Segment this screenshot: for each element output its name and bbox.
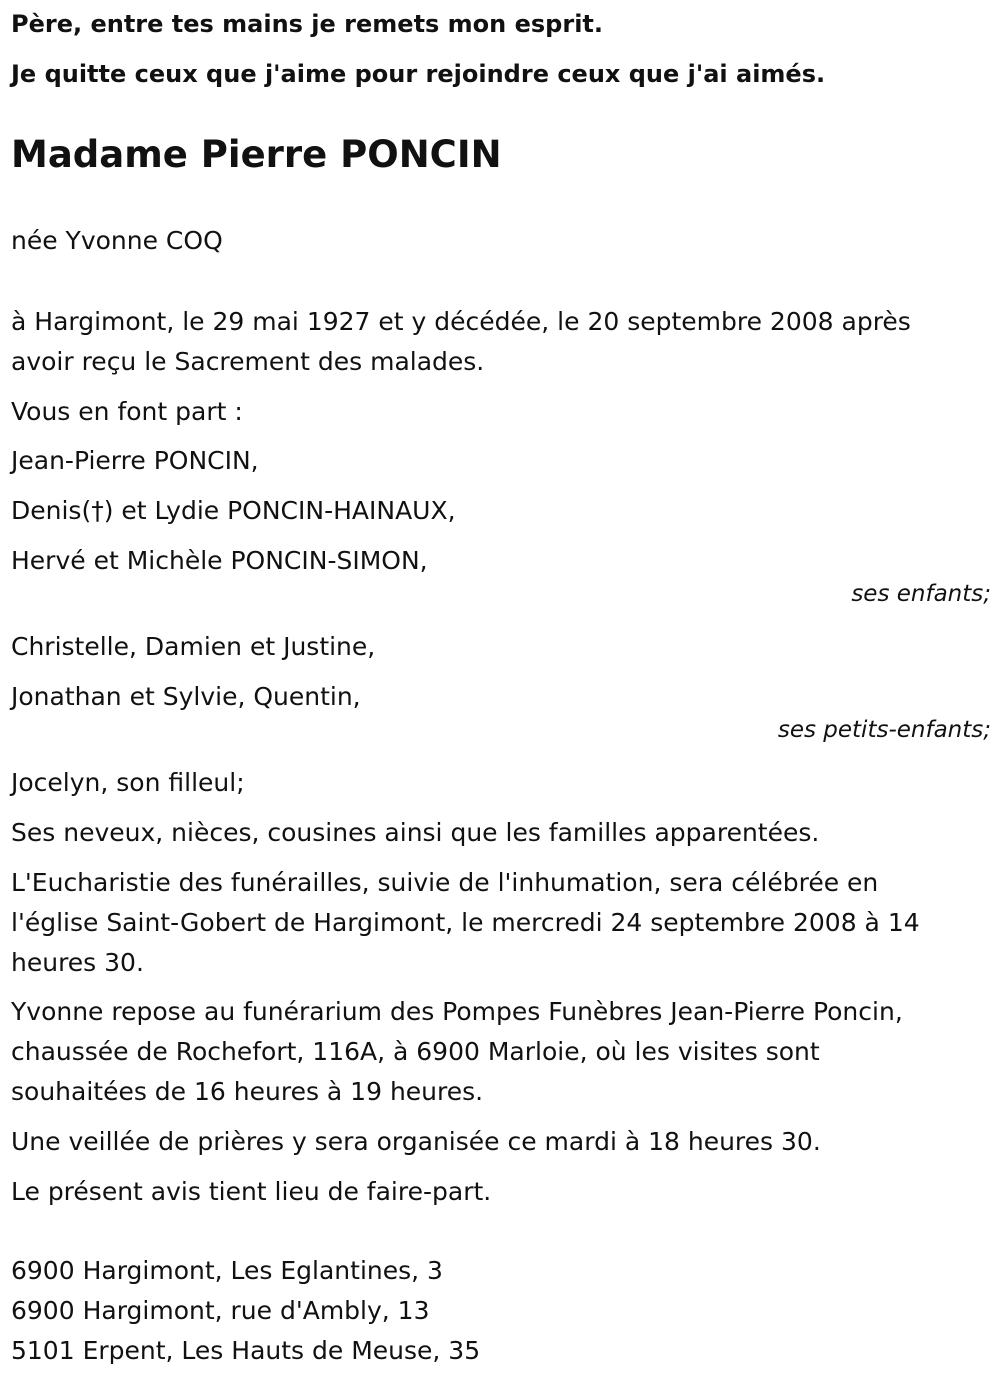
birth-death-line-1: à Hargimont, le 29 mai 1927 et y décédée, le 20 septembre 2008 après (11, 307, 911, 336)
grandchildren-label: ses petits-enfants; (777, 717, 991, 743)
birth-death-line-2: avoir reçu le Sacrement des malades. (11, 347, 485, 376)
rest-line-2: chaussée de Rochefort, 116A, à 6900 Marloie, où les visites sont (11, 1037, 820, 1066)
verse-line-1: Père, entre tes mains je remets mon esprit. (11, 10, 604, 38)
grandchild-entry: Christelle, Damien et Justine, (11, 632, 376, 661)
rest-line-3: souhaitées de 16 heures à 19 heures. (11, 1077, 484, 1106)
address-line: 5101 Erpent, Les Hauts de Meuse, 35 (11, 1336, 481, 1365)
address-line: 6900 Hargimont, rue d'Ambly, 13 (11, 1296, 430, 1325)
child-entry: Denis(†) et Lydie PONCIN-HAINAUX, (11, 496, 456, 525)
maiden-name: née Yvonne COQ (11, 226, 223, 255)
child-entry: Jean-Pierre PONCIN, (11, 446, 259, 475)
rest-line-1: Yvonne repose au funérarium des Pompes Funèbres Jean-Pierre Poncin, (11, 997, 903, 1026)
funeral-line-2: l'église Saint-Gobert de Hargimont, le mercredi 24 septembre 2008 à 14 (11, 908, 920, 937)
funeral-line-3: heures 30. (11, 948, 144, 977)
children-label: ses enfants; (851, 581, 991, 607)
deceased-name: Madame Pierre PONCIN (11, 133, 502, 176)
funeral-line-1: L'Eucharistie des funérailles, suivie de l'inhumation, sera célébrée en (11, 868, 879, 897)
godson-text: Jocelyn, son filleul; (11, 768, 245, 797)
announce-text: Vous en font part : (11, 397, 243, 426)
notice-text: Le présent avis tient lieu de faire-part. (11, 1177, 492, 1206)
vigil-text: Une veillée de prières y sera organisée ce mardi à 18 heures 30. (11, 1127, 821, 1156)
grandchild-entry: Jonathan et Sylvie, Quentin, (11, 682, 361, 711)
address-line: 6900 Hargimont, Les Eglantines, 3 (11, 1256, 443, 1285)
child-entry: Hervé et Michèle PONCIN-SIMON, (11, 546, 428, 575)
verse-line-2: Je quitte ceux que j'aime pour rejoindre ceux que j'ai aimés. (11, 60, 826, 88)
relatives-text: Ses neveux, nièces, cousines ainsi que les familles apparentées. (11, 818, 820, 847)
